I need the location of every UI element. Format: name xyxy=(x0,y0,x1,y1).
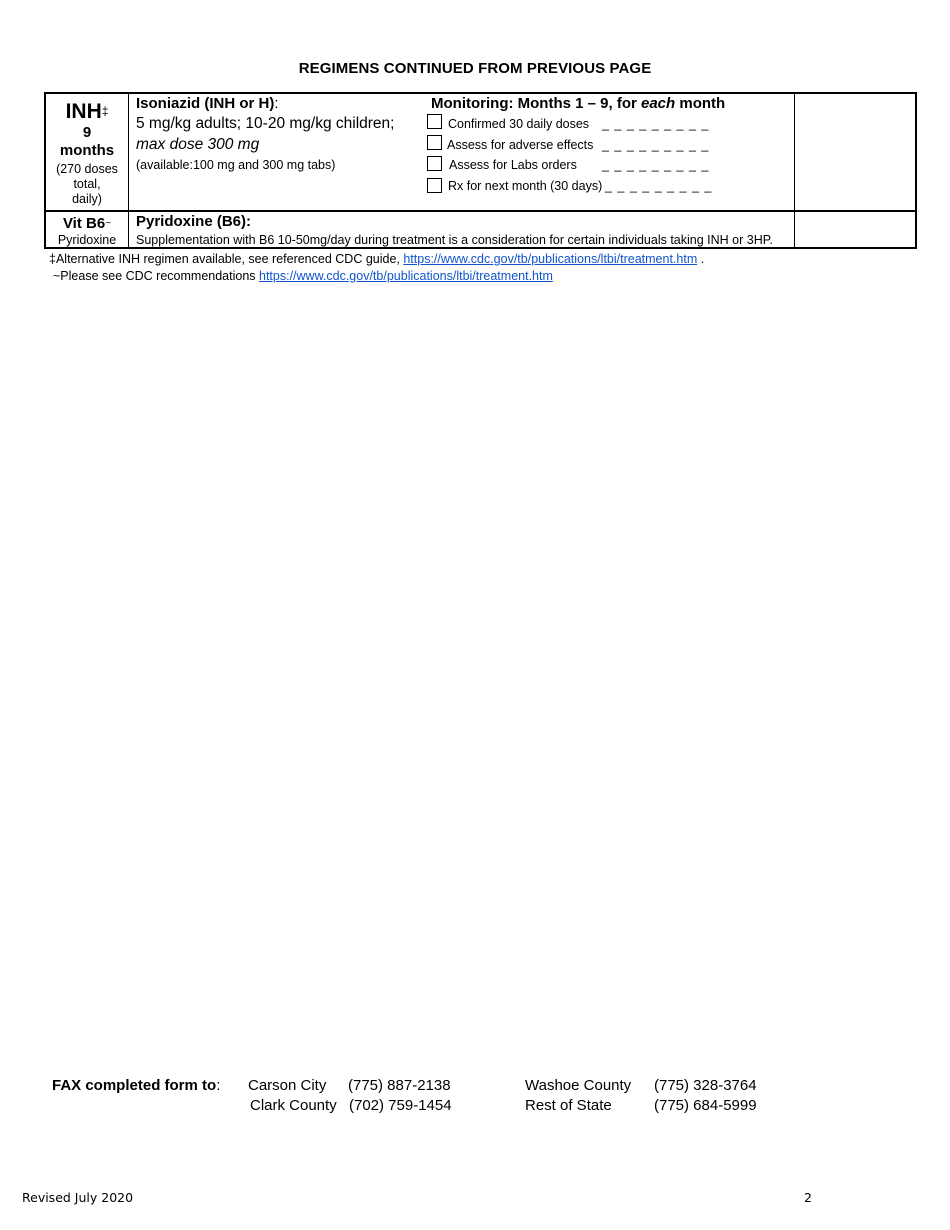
fax-label xyxy=(52,1077,220,1094)
footnote-b6 xyxy=(53,269,553,283)
vitb6-abbr-text: Vit B6 xyxy=(62,215,106,232)
inh-regimen-cell xyxy=(45,93,129,211)
inh-max-dose: max dose 300 mg xyxy=(136,136,260,153)
inh-duration-number: 9 xyxy=(82,124,92,141)
labs-orders-blank[interactable]: _ _ _ _ _ _ _ _ _ xyxy=(602,158,710,172)
confirmed-doses-checkbox[interactable] xyxy=(427,114,442,129)
inh-drug-name-text: Isoniazid (INH or H) xyxy=(136,95,275,112)
section-title: REGIMENS CONTINUED FROM PREVIOUS PAGE xyxy=(298,60,652,77)
vitb6-title: Pyridoxine (B6): xyxy=(136,213,252,230)
inh-duration-unit: months xyxy=(59,142,115,159)
table-row-vitb6 xyxy=(45,211,916,248)
revised-date: Revised July 2020 xyxy=(22,1190,134,1205)
labs-orders-checkbox[interactable] xyxy=(427,156,442,171)
vitb6-abbr xyxy=(46,215,128,233)
page-number: 2 xyxy=(804,1190,812,1205)
inh-abbr-text: INH xyxy=(65,100,102,123)
monitoring-title-suffix: month xyxy=(675,95,726,112)
vitb6-notes-cell[interactable] xyxy=(795,211,917,248)
fax-rest-of-state-phone: (775) 684-5999 xyxy=(654,1097,757,1114)
inh-abbr xyxy=(46,101,128,123)
inh-available-tabs: (available:100 mg and 300 mg tabs) xyxy=(136,158,336,172)
fax-clark-county-phone: (702) 759-1454 xyxy=(349,1097,452,1114)
monitoring-title xyxy=(431,95,725,112)
adverse-effects-blank[interactable]: _ _ _ _ _ _ _ _ _ xyxy=(602,138,710,152)
rx-next-month-checkbox[interactable] xyxy=(427,178,442,193)
fax-clark-county: Clark County xyxy=(250,1097,337,1114)
fax-carson-city: Carson City xyxy=(248,1077,327,1094)
adverse-effects-label: Assess for adverse effects xyxy=(447,138,594,152)
adverse-effects-checkbox[interactable] xyxy=(427,135,442,150)
rx-next-month-blank[interactable]: _ _ _ _ _ _ _ _ _ xyxy=(605,179,713,193)
regimens-table xyxy=(44,92,917,249)
vitb6-details-cell xyxy=(129,211,795,248)
vitb6-supplementation-text: Supplementation with B6 10-50mg/day during treatment is a consideration for certain individuals taking INH or 3HP. xyxy=(136,233,773,247)
footnote-inh-suffix: . xyxy=(697,252,705,266)
fax-carson-city-phone: (775) 887-2138 xyxy=(348,1077,451,1094)
fax-washoe-county-phone: (775) 328-3764 xyxy=(654,1077,757,1094)
footnote-inh-text: ‡Alternative INH regimen available, see referenced CDC guide, xyxy=(49,252,404,266)
confirmed-doses-blank[interactable]: _ _ _ _ _ _ _ _ _ xyxy=(602,117,710,131)
footnote-b6-text: ~Please see CDC recommendations xyxy=(53,269,259,283)
table-row-inh xyxy=(45,93,916,211)
inh-footnote-mark: ‡ xyxy=(101,104,109,118)
inh-details-cell xyxy=(129,93,795,211)
inh-duration-detail-1: (270 doses xyxy=(56,162,118,176)
inh-duration-detail-2: total, xyxy=(73,177,101,191)
labs-orders-label: Assess for Labs orders xyxy=(449,158,577,172)
confirmed-doses-label: Confirmed 30 daily doses xyxy=(448,117,590,131)
fax-label-text: FAX completed form to xyxy=(52,1077,217,1094)
inh-notes-cell[interactable] xyxy=(795,93,917,211)
inh-drug-name-colon: : xyxy=(274,95,279,112)
vitb6-regimen-cell xyxy=(45,211,129,248)
fax-washoe-county: Washoe County xyxy=(525,1077,632,1094)
vitb6-name: Pyridoxine xyxy=(57,233,117,247)
fax-rest-of-state: Rest of State xyxy=(525,1097,612,1114)
inh-dose: 5 mg/kg adults; 10-20 mg/kg children; xyxy=(136,115,395,132)
fax-label-colon: : xyxy=(216,1077,221,1094)
monitoring-title-emphasis: each xyxy=(641,95,676,112)
cdc-recommendations-link[interactable]: https://www.cdc.gov/tb/publications/ltbi/treatment.htm xyxy=(259,269,553,283)
rx-next-month-label: Rx for next month (30 days) xyxy=(448,179,603,193)
vitb6-footnote-mark: ~ xyxy=(105,218,112,229)
inh-drug-name xyxy=(136,95,279,112)
inh-duration-detail-3: daily) xyxy=(72,192,102,206)
cdc-treatment-link[interactable]: https://www.cdc.gov/tb/publications/ltbi/treatment.htm xyxy=(403,252,698,266)
footnote-inh xyxy=(49,252,704,266)
monitoring-title-prefix: Monitoring: Months 1 – 9, for xyxy=(431,95,641,112)
